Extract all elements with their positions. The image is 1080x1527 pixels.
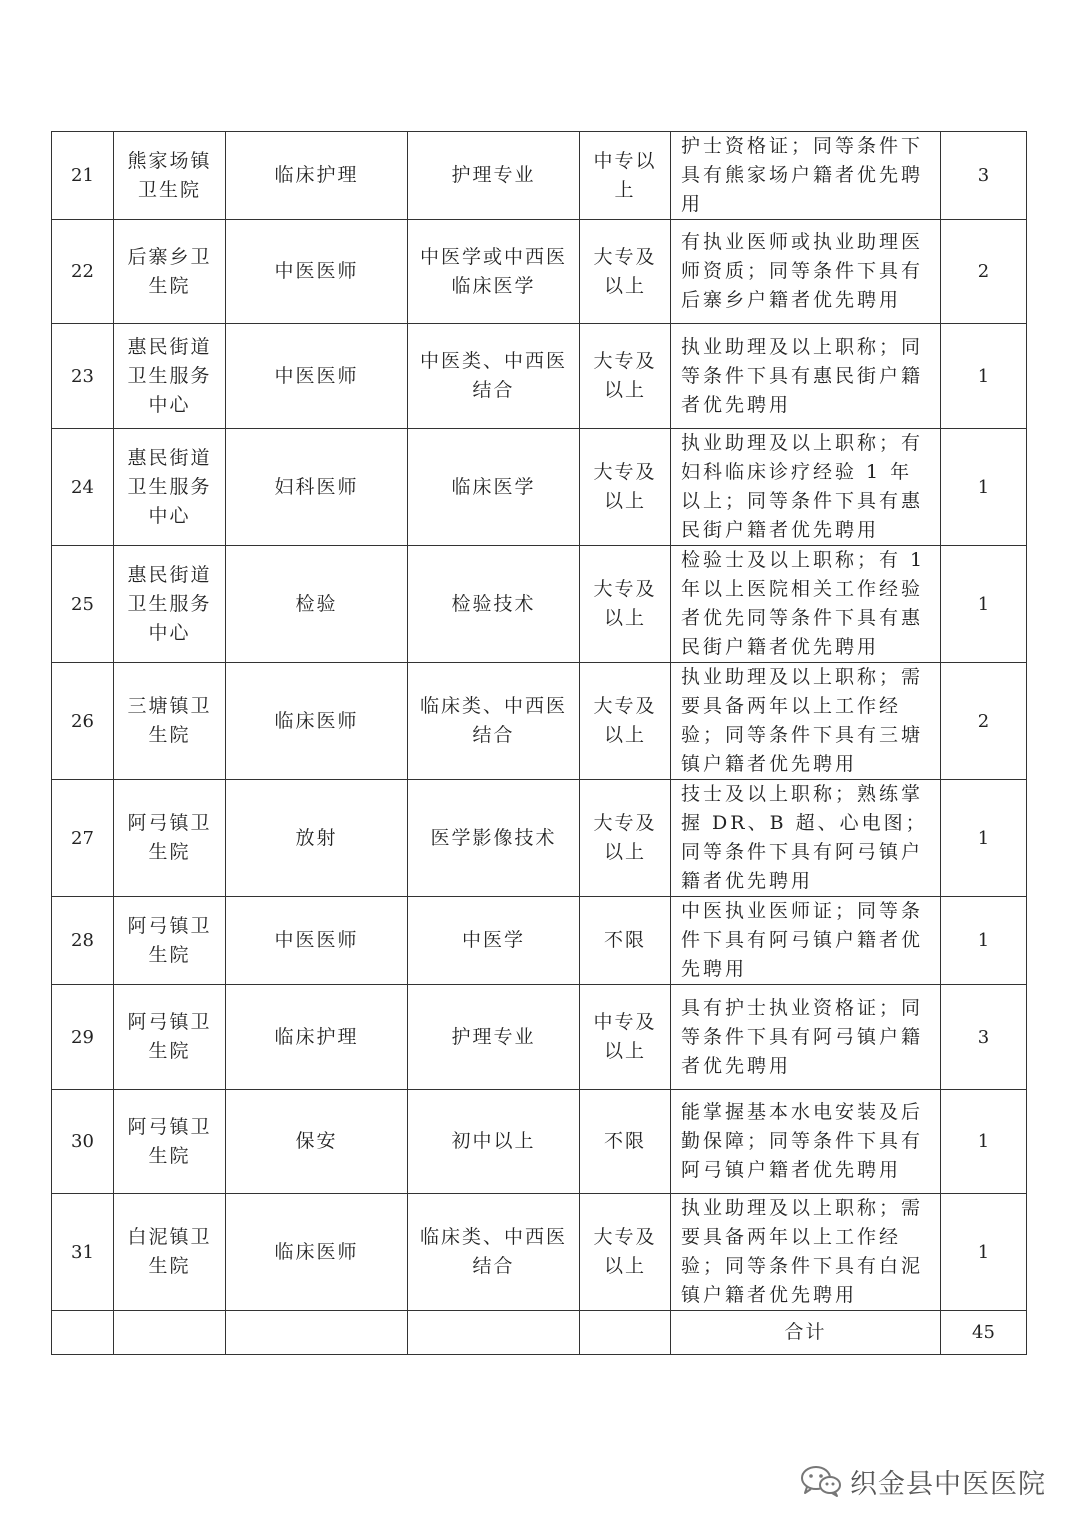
major-cell: 医学影像技术 bbox=[408, 780, 580, 897]
row-number: 29 bbox=[52, 985, 114, 1090]
education-cell: 中专以上 bbox=[580, 132, 671, 220]
position-cell: 中医医师 bbox=[226, 897, 408, 985]
major-cell: 中医类、中西医结合 bbox=[408, 324, 580, 429]
total-row bbox=[52, 1311, 1027, 1355]
unit-cell: 惠民街道卫生服务中心 bbox=[114, 546, 226, 663]
position-cell: 中医医师 bbox=[226, 220, 408, 324]
unit-cell: 惠民街道卫生服务中心 bbox=[114, 429, 226, 546]
position-cell: 临床医师 bbox=[226, 663, 408, 780]
unit-cell: 三塘镇卫生院 bbox=[114, 663, 226, 780]
position-cell: 妇科医师 bbox=[226, 429, 408, 546]
major-cell: 中医学或中西医临床医学 bbox=[408, 220, 580, 324]
count-cell: 3 bbox=[941, 985, 1027, 1090]
requirement-cell: 中医执业医师证；同等条件下具有阿弓镇户籍者优先聘用 bbox=[671, 897, 941, 985]
account-name: 织金县中医医院 bbox=[850, 1468, 1046, 1500]
row-number: 24 bbox=[52, 429, 114, 546]
major-cell: 临床类、中西医结合 bbox=[408, 663, 580, 780]
row-number: 23 bbox=[52, 324, 114, 429]
row-number: 25 bbox=[52, 546, 114, 663]
requirement-cell: 护士资格证；同等条件下具有熊家场户籍者优先聘用 bbox=[671, 132, 941, 220]
unit-cell: 白泥镇卫生院 bbox=[114, 1194, 226, 1311]
empty-cell bbox=[408, 1311, 580, 1355]
requirement-cell: 具有护士执业资格证；同等条件下具有阿弓镇户籍者优先聘用 bbox=[671, 985, 941, 1090]
row-number: 27 bbox=[52, 780, 114, 897]
requirement-cell: 执业助理及以上职称；同等条件下具有惠民街户籍者优先聘用 bbox=[671, 324, 941, 429]
row-number: 22 bbox=[52, 220, 114, 324]
table-row bbox=[52, 663, 1027, 780]
major-cell: 护理专业 bbox=[408, 985, 580, 1090]
table-body bbox=[52, 132, 1027, 1355]
count-cell: 2 bbox=[941, 220, 1027, 324]
major-cell: 初中以上 bbox=[408, 1090, 580, 1194]
education-cell: 大专及以上 bbox=[580, 780, 671, 897]
position-cell: 保安 bbox=[226, 1090, 408, 1194]
requirement-cell: 检验士及以上职称；有 1 年以上医院相关工作经验者优先同等条件下具有惠民街户籍者优先聘用 bbox=[671, 546, 941, 663]
empty-cell bbox=[580, 1311, 671, 1355]
count-cell: 1 bbox=[941, 429, 1027, 546]
unit-cell: 阿弓镇卫生院 bbox=[114, 780, 226, 897]
table-row bbox=[52, 132, 1027, 220]
table-row bbox=[52, 780, 1027, 897]
requirement-cell: 能掌握基本水电安装及后勤保障；同等条件下具有阿弓镇户籍者优先聘用 bbox=[671, 1090, 941, 1194]
education-cell: 大专及以上 bbox=[580, 1194, 671, 1311]
unit-cell: 阿弓镇卫生院 bbox=[114, 985, 226, 1090]
position-cell: 检验 bbox=[226, 546, 408, 663]
education-cell: 不限 bbox=[580, 897, 671, 985]
table-row bbox=[52, 1194, 1027, 1311]
table-row bbox=[52, 1090, 1027, 1194]
position-cell: 临床护理 bbox=[226, 132, 408, 220]
education-cell: 大专及以上 bbox=[580, 220, 671, 324]
position-cell: 临床医师 bbox=[226, 1194, 408, 1311]
count-cell: 1 bbox=[941, 780, 1027, 897]
education-cell: 大专及以上 bbox=[580, 429, 671, 546]
table-row bbox=[52, 546, 1027, 663]
unit-cell: 惠民街道卫生服务中心 bbox=[114, 324, 226, 429]
requirement-cell: 执业助理及以上职称；需要具备两年以上工作经验；同等条件下具有三塘镇户籍者优先聘用 bbox=[671, 663, 941, 780]
position-cell: 中医医师 bbox=[226, 324, 408, 429]
major-cell: 检验技术 bbox=[408, 546, 580, 663]
count-cell: 2 bbox=[941, 663, 1027, 780]
total-value: 45 bbox=[941, 1311, 1027, 1355]
count-cell: 3 bbox=[941, 132, 1027, 220]
count-cell: 1 bbox=[941, 1090, 1027, 1194]
education-cell: 大专及以上 bbox=[580, 663, 671, 780]
requirement-cell: 技士及以上职称；熟练掌握 DR、B 超、心电图；同等条件下具有阿弓镇户籍者优先聘用 bbox=[671, 780, 941, 897]
position-cell: 放射 bbox=[226, 780, 408, 897]
empty-cell bbox=[114, 1311, 226, 1355]
row-number: 26 bbox=[52, 663, 114, 780]
requirement-cell: 执业助理及以上职称；需要具备两年以上工作经验；同等条件下具有白泥镇户籍者优先聘用 bbox=[671, 1194, 941, 1311]
empty-cell bbox=[226, 1311, 408, 1355]
count-cell: 1 bbox=[941, 897, 1027, 985]
count-cell: 1 bbox=[941, 324, 1027, 429]
table-row bbox=[52, 985, 1027, 1090]
position-cell: 临床护理 bbox=[226, 985, 408, 1090]
wechat-icon bbox=[800, 1464, 842, 1498]
education-cell: 中专及以上 bbox=[580, 985, 671, 1090]
major-cell: 临床医学 bbox=[408, 429, 580, 546]
unit-cell: 后寨乡卫生院 bbox=[114, 220, 226, 324]
requirement-cell: 有执业医师或执业助理医师资质；同等条件下具有后寨乡户籍者优先聘用 bbox=[671, 220, 941, 324]
total-label: 合计 bbox=[671, 1311, 941, 1355]
empty-cell bbox=[52, 1311, 114, 1355]
recruitment-table bbox=[51, 131, 1027, 1355]
requirement-cell: 执业助理及以上职称；有妇科临床诊疗经验 1 年以上；同等条件下具有惠民街户籍者优先聘用 bbox=[671, 429, 941, 546]
table-row bbox=[52, 429, 1027, 546]
education-cell: 不限 bbox=[580, 1090, 671, 1194]
education-cell: 大专及以上 bbox=[580, 546, 671, 663]
major-cell: 中医学 bbox=[408, 897, 580, 985]
education-cell: 大专及以上 bbox=[580, 324, 671, 429]
major-cell: 临床类、中西医结合 bbox=[408, 1194, 580, 1311]
major-cell: 护理专业 bbox=[408, 132, 580, 220]
wechat-watermark bbox=[800, 1459, 1046, 1503]
row-number: 30 bbox=[52, 1090, 114, 1194]
row-number: 31 bbox=[52, 1194, 114, 1311]
row-number: 21 bbox=[52, 132, 114, 220]
unit-cell: 熊家场镇卫生院 bbox=[114, 132, 226, 220]
table-row bbox=[52, 897, 1027, 985]
table-row bbox=[52, 220, 1027, 324]
unit-cell: 阿弓镇卫生院 bbox=[114, 897, 226, 985]
count-cell: 1 bbox=[941, 1194, 1027, 1311]
count-cell: 1 bbox=[941, 546, 1027, 663]
row-number: 28 bbox=[52, 897, 114, 985]
unit-cell: 阿弓镇卫生院 bbox=[114, 1090, 226, 1194]
table-row bbox=[52, 324, 1027, 429]
